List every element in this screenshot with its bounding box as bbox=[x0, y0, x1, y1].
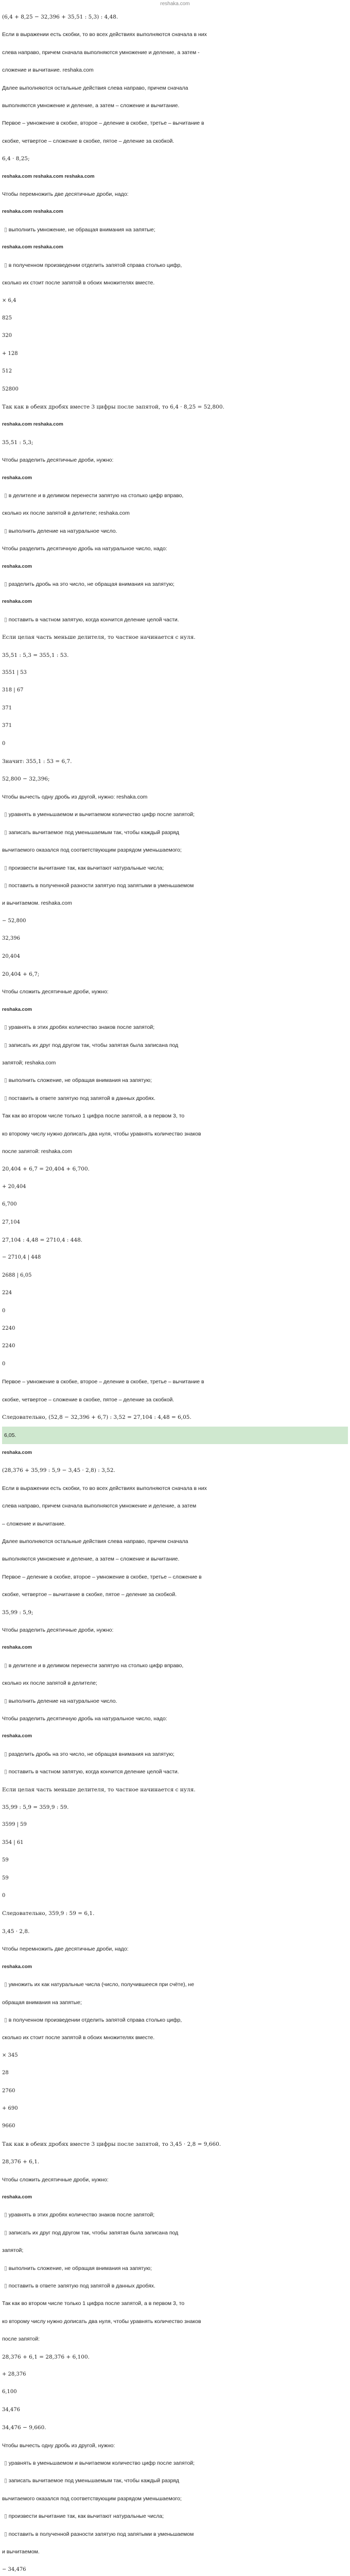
bullet-text: записать вычитаемое под уменьшаемым так, чтобы каждый разряд bbox=[8, 2478, 179, 2484]
column-calc-line: 512 bbox=[2, 368, 12, 375]
text-line: выполняются умножение и деление, а затем – сложение и вычитание. bbox=[2, 103, 180, 109]
text-line: ко второму числу нужно дописать два нуля, чтобы уравнять количество знаков bbox=[2, 1130, 201, 1137]
bullet-icon: ▯ bbox=[4, 581, 7, 587]
text-line bbox=[2, 2224, 348, 2242]
watermark-text: reshaka.com bbox=[2, 563, 32, 569]
text-line: Значит: 355,1 : 53 = 6,7. bbox=[2, 758, 72, 765]
text-line bbox=[2, 487, 348, 504]
text-line bbox=[2, 2277, 348, 2295]
text-line: ко второму числу нужно дописать два нуля, чтобы уравнять количество знаков bbox=[2, 2318, 201, 2325]
bullet-icon: ▯ bbox=[4, 829, 7, 836]
column-calc-line: 825 bbox=[2, 315, 12, 321]
watermark-text: reshaka.com bbox=[2, 474, 32, 481]
text-line: 34,476 − 9,660. bbox=[2, 2425, 46, 2431]
bullet-icon: ▯ bbox=[4, 882, 7, 889]
column-calc-line: 0 bbox=[2, 1308, 6, 1314]
bullet-text: поставить в ответе запятую под запятой в данных дробях. bbox=[8, 1095, 155, 1101]
text-line: обращая внимания на запятые; bbox=[2, 1999, 82, 2006]
watermark-text: reshaka.com bbox=[2, 1006, 32, 1012]
column-calc-line: + 690 bbox=[2, 2105, 18, 2111]
column-calc-line: + 20,404 bbox=[2, 1183, 26, 1190]
text-line: сколько их после запятой в делителе; reshaka.com bbox=[2, 510, 130, 517]
column-calc-line: 2688 | 6,05 bbox=[2, 1272, 32, 1278]
bullet-text: записать их друг под другом так, чтобы запятая была записана под bbox=[8, 1042, 179, 1048]
text-line: (6,4 + 8,25 − 32,396 + 35,51 : 5,3) : 4,48. bbox=[2, 14, 118, 20]
answer-line bbox=[2, 1427, 348, 1444]
text-line: Следовательно, 359,9 : 59 = 6,1. bbox=[2, 1910, 95, 1917]
text-line bbox=[2, 522, 348, 540]
text-line: Так как в обеих дробях вместе 3 цифры после запятой, то 6,4 · 8,25 = 52,800. bbox=[2, 403, 224, 410]
bullet-text: уравнять в уменьшаемом и вычитаемом количество цифр после запятой; bbox=[8, 811, 195, 818]
text-line: и вычитаемом. bbox=[2, 2549, 40, 2555]
bullet-text: выполнить умножение, не обращая внимания на запятые; bbox=[8, 226, 155, 233]
bullet-icon: ▯ bbox=[4, 616, 7, 623]
text-line: Если целая часть меньше делителя, то частное начинается с нуля. bbox=[2, 634, 196, 641]
bullet-icon: ▯ bbox=[4, 226, 7, 233]
text-line: Чтобы вычесть одну дробь из другой, нужно: bbox=[2, 2442, 115, 2449]
text-line bbox=[2, 1976, 348, 1993]
watermark-text: reshaka.com bbox=[2, 1733, 32, 1739]
text-line: 3,45 · 2,8. bbox=[2, 1928, 30, 1935]
watermark-text: reshaka.com bbox=[2, 1963, 32, 1970]
bullet-text: в делителе и в делимом перенести запятую на столько цифр вправо, bbox=[8, 492, 184, 499]
text-line: запятой; reshaka.com bbox=[2, 1059, 56, 1066]
watermark-text: reshaka.com bbox=[2, 599, 32, 605]
answer-value: 6,05. bbox=[4, 1432, 16, 1438]
column-calc-line: 0 bbox=[2, 1893, 6, 1899]
text-line: 20,404 + 6,7; bbox=[2, 971, 40, 977]
bullet-text: произвести вычитание так, как вычитают натуральные числа; bbox=[8, 2513, 164, 2520]
text-line: 35,99 : 5,9; bbox=[2, 1609, 33, 1616]
column-calc-line: 9660 bbox=[2, 2123, 15, 2129]
text-line: Далее выполняются остальные действия слева направо, причем сначала bbox=[2, 84, 188, 91]
column-calc-line: 371 bbox=[2, 723, 12, 729]
bullet-icon: ▯ bbox=[4, 1042, 7, 1048]
text-line: Первое – умножение в скобке, второе – деление в скобке, третье – вычитание в bbox=[2, 1379, 204, 1385]
column-calc-line: 0 bbox=[2, 1361, 6, 1367]
text-line: Так как во втором числе только 1 цифра после запятой, а в первом 3, то bbox=[2, 2300, 185, 2307]
bullet-icon: ▯ bbox=[4, 1095, 7, 1101]
bullet-icon: ▯ bbox=[4, 2212, 7, 2218]
bullet-text: поставить в частном запятую, когда кончится деление целой части. bbox=[8, 1769, 179, 1775]
column-calc-line: 32,396 bbox=[2, 936, 20, 942]
bullet-icon: ▯ bbox=[4, 2016, 7, 2023]
text-line bbox=[2, 824, 348, 841]
watermark-text: reshaka.com bbox=[2, 1449, 32, 1455]
text-line: 35,51 : 5,3; bbox=[2, 439, 33, 446]
bullet-icon: ▯ bbox=[4, 1751, 7, 1757]
watermark-text: reshaka.com reshaka.com reshaka.com bbox=[2, 173, 95, 179]
column-calc-line: 2240 bbox=[2, 1343, 15, 1349]
bullet-icon: ▯ bbox=[4, 2283, 7, 2289]
column-calc-line: 59 bbox=[2, 1875, 9, 1881]
column-calc-line: 28 bbox=[2, 2070, 9, 2076]
text-line: Так как в обеих дробях вместе 3 цифры после запятой, то 3,45 · 2,8 = 9,660. bbox=[2, 2141, 221, 2147]
text-line bbox=[2, 2260, 348, 2277]
bullet-text: в делителе и в делимом перенести запятую на столько цифр вправо, bbox=[8, 1662, 184, 1669]
column-calc-line: 2240 bbox=[2, 1326, 15, 1332]
bullet-text: выполнить деление на натуральное число. bbox=[8, 1698, 117, 1704]
text-line bbox=[2, 806, 348, 823]
text-line: запятой; bbox=[2, 2247, 24, 2254]
bullet-text: выполнить сложение, не обращая внимания на запятую; bbox=[8, 2265, 152, 2272]
bullet-icon: ▯ bbox=[4, 2460, 7, 2467]
text-line: Если в выражении есть скобки, то во всех действиях выполняются сначала в них bbox=[2, 31, 207, 38]
column-calc-line: 2760 bbox=[2, 2088, 15, 2094]
bullet-icon: ▯ bbox=[4, 865, 7, 871]
bullet-text: разделить дробь на это число, не обращая внимания на запятую; bbox=[8, 1751, 174, 1757]
text-line bbox=[2, 1745, 348, 1763]
bullet-icon: ▯ bbox=[4, 2531, 7, 2537]
column-calc-line: 6,100 bbox=[2, 2389, 17, 2395]
text-line: Чтобы сложить десятичные дроби, нужно: bbox=[2, 2176, 109, 2183]
bullet-text: в полученном произведении отделить запятой справа столько цифр, bbox=[8, 2016, 182, 2023]
bullet-icon: ▯ bbox=[4, 528, 7, 534]
text-line: вычитаемого оказался под соответствующим разрядом уменьшаемого; bbox=[2, 847, 182, 854]
text-line: 20,404 + 6,7 = 20,404 + 6,700. bbox=[2, 1166, 90, 1173]
bullet-icon: ▯ bbox=[4, 1981, 7, 1988]
text-line: Если целая часть меньше делителя, то частное начинается с нуля. bbox=[2, 1786, 196, 1793]
text-line: Так как во втором числе только 1 цифра после запятой, а в первом 3, то bbox=[2, 1113, 185, 1120]
column-calc-line: 20,404 bbox=[2, 953, 20, 959]
watermark-text: reshaka.com reshaka.com bbox=[2, 421, 63, 428]
text-line: и вычитаемом. reshaka.com bbox=[2, 900, 72, 907]
text-line bbox=[2, 1657, 348, 1674]
text-line: скобке, четвертое – вычитание в скобке, пятое – деление за скобкой. bbox=[2, 1591, 177, 1598]
column-calc-line: + 128 bbox=[2, 350, 18, 357]
text-line: скобке, четвертое – сложение в скобке, пятое – деление за скобкой. bbox=[2, 138, 174, 144]
text-line bbox=[2, 1037, 348, 1054]
bullet-icon: ▯ bbox=[4, 2513, 7, 2520]
text-line: 35,99 : 5,9 = 359,9 : 59. bbox=[2, 1804, 69, 1811]
bullet-text: в полученном произведении отделить запятой справа столько цифр, bbox=[8, 262, 182, 268]
text-line: после запятой: bbox=[2, 2336, 40, 2343]
bullet-icon: ▯ bbox=[4, 1662, 7, 1669]
bullet-icon: ▯ bbox=[4, 811, 7, 818]
bullet-text: произвести вычитание так, как вычитают натуральные числа; bbox=[8, 865, 164, 871]
column-calc-line: 52800 bbox=[2, 386, 19, 392]
column-calc-line: 34,476 bbox=[2, 2406, 20, 2413]
text-line: 35,51 : 5,3 = 355,1 : 53. bbox=[2, 652, 69, 658]
text-line: слева направо, причем сначала выполняются умножение и деление, а затем - bbox=[2, 49, 200, 56]
bullet-icon: ▯ bbox=[4, 2478, 7, 2484]
bullet-icon: ▯ bbox=[4, 492, 7, 499]
text-line: Чтобы разделить десятичные дроби, нужно: bbox=[2, 457, 114, 464]
text-line: сложение и вычитание. reshaka.com bbox=[2, 67, 94, 74]
text-line: – сложение и вычитание. bbox=[2, 1520, 66, 1527]
column-calc-line: 27,104 bbox=[2, 1219, 20, 1225]
bullet-text: поставить в полученной разности запятую под запятыми в уменьшаемом bbox=[8, 2531, 194, 2537]
bullet-icon: ▯ bbox=[4, 1024, 7, 1031]
text-line bbox=[2, 1072, 348, 1089]
text-line bbox=[2, 859, 348, 877]
column-calc-line: 318 | 67 bbox=[2, 687, 24, 693]
text-line bbox=[2, 1019, 348, 1036]
bullet-text: выполнить сложение, не обращая внимания на запятую; bbox=[8, 1077, 152, 1084]
text-line: 28,376 + 6,1 = 28,376 + 6,100. bbox=[2, 2353, 90, 2360]
text-line: сколько их стоит после запятой в обоих множителях вместе. bbox=[2, 280, 155, 286]
column-calc-line: − 2710,4 | 448 bbox=[2, 1255, 41, 1261]
column-calc-line: 3599 | 59 bbox=[2, 1822, 27, 1828]
column-calc-line: 224 bbox=[2, 1290, 12, 1296]
text-line: скобке, четвертое – сложение в скобке, пятое – деление за скобкой. bbox=[2, 1396, 174, 1403]
text-line: Чтобы вычесть одну дробь из другой, нужно: reshaka.com bbox=[2, 793, 148, 800]
column-calc-line: + 28,376 bbox=[2, 2371, 26, 2378]
bullet-icon: ▯ bbox=[4, 262, 7, 268]
text-line bbox=[2, 2507, 348, 2525]
bullet-icon: ▯ bbox=[4, 1769, 7, 1775]
text-line bbox=[2, 2011, 348, 2029]
text-line: Чтобы перемножить две десятичные дроби, надо: bbox=[2, 191, 129, 198]
column-calc-line: 354 | 61 bbox=[2, 1839, 24, 1845]
site-header[interactable]: reshaka.com bbox=[160, 1, 190, 7]
text-line: Чтобы разделить десятичную дробь на натуральное число, надо: bbox=[2, 1716, 167, 1722]
column-calc-line: 320 bbox=[2, 333, 12, 339]
text-line bbox=[2, 1692, 348, 1710]
text-line bbox=[2, 2526, 348, 2543]
text-line: сколько их после запятой в делителе; bbox=[2, 1680, 97, 1687]
column-calc-line: 0 bbox=[2, 740, 6, 747]
text-line bbox=[2, 2472, 348, 2489]
text-line: после запятой: reshaka.com bbox=[2, 1148, 73, 1155]
text-line: Чтобы разделить десятичные дроби, нужно: bbox=[2, 1626, 114, 1633]
bullet-text: уравнять в этих дробях количество знаков после запятой; bbox=[8, 2212, 155, 2218]
text-line: Чтобы перемножить две десятичные дроби, надо: bbox=[2, 1946, 129, 1953]
watermark-text: reshaka.com reshaka.com bbox=[2, 209, 63, 215]
bullet-text: умножить их как натуральные числа (число, получившееся при счёте), не bbox=[8, 1981, 195, 1988]
text-line: Чтобы разделить десятичную дробь на натуральное число, надо: bbox=[2, 546, 167, 552]
text-line: 6,4 · 8,25; bbox=[2, 156, 30, 162]
text-line bbox=[2, 2206, 348, 2224]
text-line bbox=[2, 611, 348, 629]
text-line: Чтобы сложить десятичные дроби, нужно: bbox=[2, 989, 109, 995]
text-line: Первое – деление в скобке, второе – умножение в скобке, третье – сложение в bbox=[2, 1573, 202, 1580]
text-line bbox=[2, 575, 348, 593]
watermark-text: reshaka.com reshaka.com bbox=[2, 244, 63, 250]
column-calc-line: − 52,800 bbox=[2, 918, 26, 924]
bullet-text: поставить в ответе запятую под запятой в данных дробях. bbox=[8, 2283, 155, 2289]
solution-content bbox=[2, 8, 348, 2576]
column-calc-line: 6,700 bbox=[2, 1201, 17, 1208]
bullet-text: поставить в частном запятую, когда кончится деление целой части. bbox=[8, 616, 179, 623]
column-calc-line: 371 bbox=[2, 705, 12, 711]
text-line bbox=[2, 2454, 348, 2472]
text-line: Первое – умножение в скобке, второе – деление в скобке, третье – вычитание в bbox=[2, 120, 204, 127]
text-line bbox=[2, 221, 348, 239]
bullet-icon: ▯ bbox=[4, 2265, 7, 2272]
watermark-text: reshaka.com bbox=[2, 2194, 32, 2200]
bullet-text: поставить в полученной разности запятую под запятыми в уменьшаемом bbox=[8, 882, 194, 889]
text-line: 52,800 − 32,396; bbox=[2, 776, 50, 783]
bullet-text: уравнять в этих дробях количество знаков после запятой; bbox=[8, 1024, 155, 1031]
watermark-text: reshaka.com bbox=[2, 1645, 32, 1651]
bullet-text: выполнить деление на натуральное число. bbox=[8, 528, 117, 534]
text-line: сколько их стоит после запятой в обоих множителях вместе. bbox=[2, 2035, 155, 2041]
text-line: вычитаемого оказался под соответствующим разрядом уменьшаемого; bbox=[2, 2495, 182, 2502]
column-calc-line: × 345 bbox=[2, 2052, 18, 2058]
text-line bbox=[2, 257, 348, 274]
bullet-icon: ▯ bbox=[4, 1077, 7, 1084]
bullet-text: записать их друг под другом так, чтобы запятая была записана под bbox=[8, 2229, 179, 2236]
column-calc-line: × 6,4 bbox=[2, 297, 16, 303]
text-line: Далее выполняются остальные действия слева направо, причем сначала bbox=[2, 1538, 188, 1545]
bullet-icon: ▯ bbox=[4, 2229, 7, 2236]
text-line: (28,376 + 35,99 : 5,9 − 3,45 · 2,8) : 3,52. bbox=[2, 1467, 115, 1474]
column-calc-line: 3551 | 53 bbox=[2, 670, 27, 676]
text-line: выполняются умножение и деление, а затем – сложение и вычитание. bbox=[2, 1556, 180, 1563]
text-line: 27,104 : 4,48 = 2710,4 : 448. bbox=[2, 1237, 83, 1244]
text-line: Следовательно, (52,8 − 32,396 + 6,7) : 3,52 = 27,104 : 4,48 = 6,05. bbox=[2, 1414, 191, 1421]
bullet-text: записать вычитаемое под уменьшаемым так, чтобы каждый разряд bbox=[8, 829, 179, 836]
text-line: Если в выражении есть скобки, то во всех действиях выполняются сначала в них bbox=[2, 1485, 207, 1492]
text-line bbox=[2, 877, 348, 894]
text-line: 28,376 + 6,1. bbox=[2, 2159, 40, 2165]
bullet-text: разделить дробь на это число, не обращая внимания на запятую; bbox=[8, 581, 174, 587]
bullet-text: уравнять в уменьшаемом и вычитаемом количество цифр после запятой; bbox=[8, 2460, 195, 2467]
text-line bbox=[2, 1763, 348, 1781]
text-line bbox=[2, 1090, 348, 1107]
text-line: слева направо, причем сначала выполняются умножение и деление, а затем bbox=[2, 1503, 197, 1510]
bullet-icon: ▯ bbox=[4, 1698, 7, 1704]
column-calc-line: − 34,476 bbox=[2, 2566, 26, 2572]
column-calc-line: 59 bbox=[2, 1857, 9, 1863]
